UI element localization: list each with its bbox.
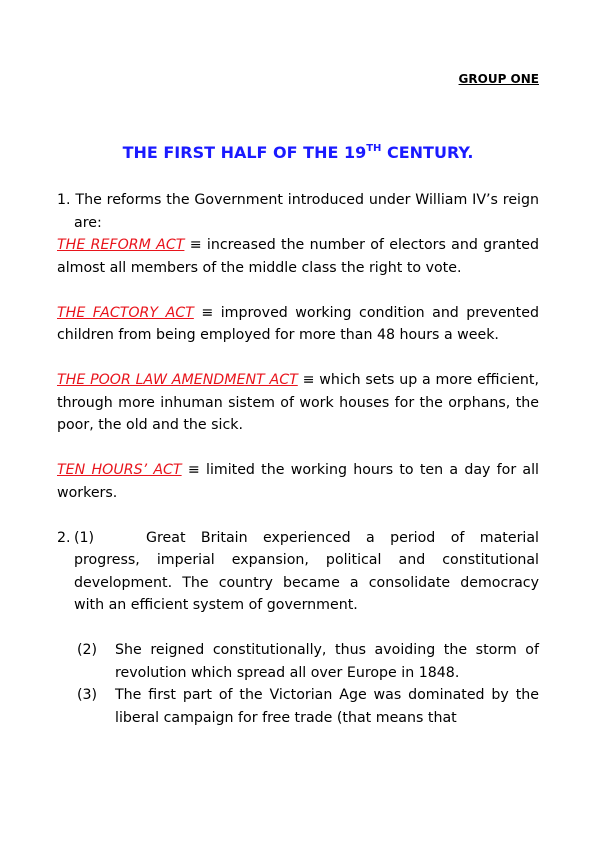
act-description-reform: increased the number of electors and granted almost all members of the middle class the right to vote. [57,237,539,276]
equiv-symbol: ≡ [181,462,206,478]
title-superscript: TH [366,143,382,154]
poor-law-paragraph [57,369,539,437]
act-description-ten-hours: limited the working hours to ten a day for all workers. [57,462,539,501]
act-title-ten-hours: TEN HOURS’ ACT [57,462,182,478]
act-title-factory: THE FACTORY ACT [57,304,194,321]
act-title-reform: THE REFORM ACT [57,237,185,253]
point-3-number: (3) [77,687,98,703]
act-title-poor-law: THE POOR LAW AMENDMENT ACT [57,372,298,388]
act-description-poor-law: which sets up a more efficient, through more inhuman sistem of work houses for the orphans, the poor, the old and the sick. [57,372,539,433]
page-title [0,143,596,162]
question-2-number: 2. [57,529,71,546]
question-2 [57,527,539,617]
point-2-number: (2) [77,642,98,658]
document-body [57,189,539,729]
equiv-symbol: ≡ [193,304,221,321]
question-1-text: The reforms the Government introduced under William IV’s reign are: [74,192,539,231]
group-label: GROUP ONE [458,72,539,86]
question-1-number: 1. [57,192,71,208]
title-main: THE FIRST HALF OF THE 19 [122,143,367,162]
title-tail: CENTURY. [381,143,474,162]
ten-hours-paragraph [57,459,539,504]
point-2 [57,639,539,684]
point-3 [57,684,539,729]
point-1-text: Great Britain experienced a period of material progress, imperial expansion, political and constitutional development. The country became a consolidate democracy with an efficient system of government. [74,529,539,613]
point-3-text: The first part of the Victorian Age was dominated by the liberal campaign for free trade (that means that [115,687,539,726]
point-1-number: (1) [74,529,95,546]
equiv-symbol: ≡ [297,372,320,388]
equiv-symbol: ≡ [184,237,207,253]
act-description-factory: improved working condition and prevented children from being employed for more than 48 hours a week. [57,304,539,343]
factory-act-paragraph [57,302,539,347]
reform-act-paragraph [57,234,539,279]
question-1 [57,189,539,234]
point-2-text: She reigned constitutionally, thus avoiding the storm of revolution which spread all over Europe in 1848. [115,642,539,681]
